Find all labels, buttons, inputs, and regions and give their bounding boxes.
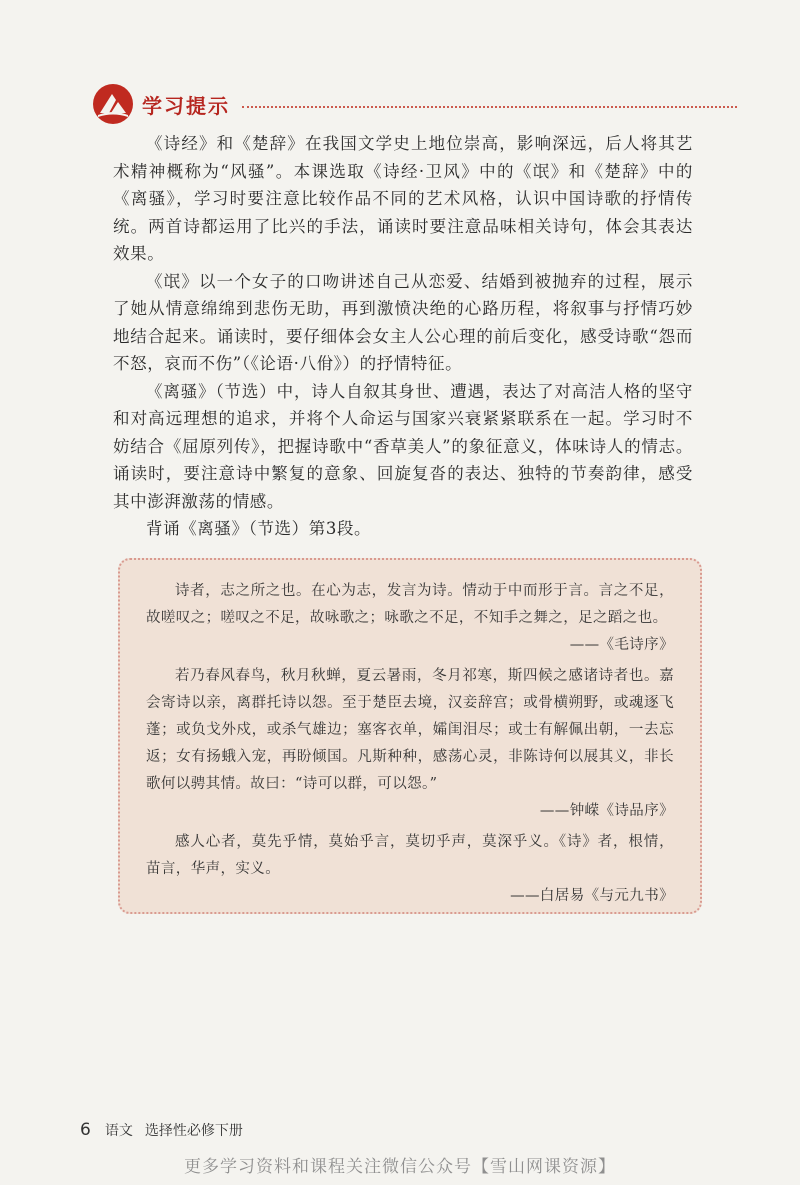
page-number: 6 bbox=[80, 1120, 91, 1140]
section-title: 学习提示 bbox=[142, 93, 230, 118]
watermark-text: 更多学习资料和课程关注微信公众号【雪山网课资源】 bbox=[184, 1157, 616, 1177]
quote-text: 感人心者，莫先乎情，莫始乎言，莫切乎声，莫深乎义。《诗》者，根情，苗言，华声，实义。 bbox=[146, 834, 674, 877]
intro-paragraph: 《离骚》（节选）中，诗人自叙其身世、遭遇，表达了对高洁人格的坚守和对高远理想的追求，并将个人命运与国家兴衰紧紧联系在一起。学习时不妨结合《屈原列传》，把握诗歌中“香草美人”的象征意义，体味诗人的情志。诵读时，要注意诗中繁复的意象、回旋复沓的表达、独特的节奏韵律，感受其中澎湃激荡的情感。 bbox=[113, 381, 693, 511]
quote-source: ——《毛诗序》 bbox=[569, 637, 674, 653]
study-tips-logo-icon bbox=[92, 83, 134, 125]
header-divider bbox=[242, 106, 737, 108]
quote-source: ——钟嵘《诗品序》 bbox=[539, 803, 674, 819]
quote-text: 诗者，志之所之也。在心为志，发言为诗。情动于中而形于言。言之不足，故嗟叹之；嗟叹之不足，故咏歌之；咏歌之不足，不知手之舞之，足之蹈之也。 bbox=[146, 583, 674, 626]
intro-text bbox=[113, 130, 693, 543]
section-header bbox=[92, 82, 737, 126]
quotation-box bbox=[118, 558, 702, 914]
intro-paragraph: 《诗经》和《楚辞》在我国文学史上地位崇高，影响深远，后人将其艺术精神概称为“风骚”。本课选取《诗经·卫风》中的《氓》和《楚辞》中的《离骚》，学习时要注意比较作品不同的艺术风格，认识中国诗歌的抒情传统。两首诗都运用了比兴的手法，诵读时要注意品味相关诗句，体会其表达效果。 bbox=[113, 134, 693, 263]
quote-text: 若乃春风春鸟，秋月秋蝉，夏云暑雨，冬月祁寒，斯四候之感诸诗者也。嘉会寄诗以亲，离群托诗以怨。至于楚臣去境，汉妾辞宫；或骨横朔野，或魂逐飞蓬；或负戈外戍，或杀气雄边；塞客衣单，孀闺泪尽；或士有解佩出朝，一去忘返；女有扬蛾入宠，再盼倾国。凡斯种种，感荡心灵，非陈诗何以展其义，非长歌何以骋其情。故曰：“诗可以群，可以怨。” bbox=[146, 668, 674, 792]
page-footer bbox=[80, 1120, 243, 1140]
intro-paragraph: 《氓》以一个女子的口吻讲述自己从恋爱、结婚到被抛弃的过程，展示了她从情意绵绵到悲伤无助，再到激愤决绝的心路历程，将叙事与抒情巧妙地结合起来。诵读时，要仔细体会女主人公心理的前后变化，感受诗歌“怨而不怒，哀而不伤”（《论语·八佾》）的抒情特征。 bbox=[113, 271, 693, 373]
quote-source: ——白居易《与元九书》 bbox=[510, 888, 674, 904]
intro-paragraph: 背诵《离骚》（节选）第3段。 bbox=[146, 519, 372, 538]
book-title: 选择性必修下册 bbox=[144, 1123, 243, 1139]
subject-name: 语文 bbox=[104, 1123, 133, 1139]
